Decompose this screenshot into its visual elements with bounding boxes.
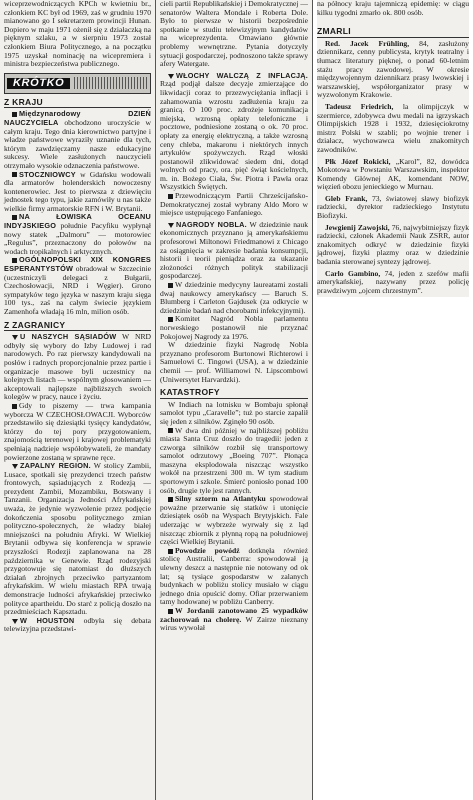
news-item: W HOUSTON odbyła się debata telewizyjna przedstawi-	[4, 615, 152, 634]
obituary-item: Płk Józef Rokicki, „Karol”, 82, dowódca Mokotowa w Powstaniu Warszawskim, inspektor Komendy Głównej AK, komendant NOW, więzień obozu jenieckiego w Murnau.	[317, 156, 469, 192]
obituary-item: Jewgienij Zawojski, 76, najwybitniejszy fizyk radziecki, członek Akademii Nauk ZSRR, autor znakomitych odkryć w dziedzinie fizyki jądrowej, fizyki plazmy oraz w dziedzinie badania sterowanej syntezy jądrowej.	[317, 222, 469, 267]
bullet-triangle-icon	[12, 619, 18, 624]
bullet-square-icon	[12, 215, 17, 220]
column-right	[313, 0, 473, 800]
column-left	[0, 0, 156, 800]
news-item: U NASZYCH SĄSIADÓW W NRD odbyły się wybory do Izby Ludowej i rad narodowych. Po raz pierwszy kandydowali na posłów i radnych proporcjonalnie przez partie i organizacje masowe byli uczestnicy na kolejnych listach — wspólnym głosowaniem — akceptowali najlepsze najbliższych swoich kolegów w pracy, nauce i życiu.	[4, 332, 151, 402]
column-middle	[156, 0, 313, 800]
bullet-triangle-icon	[12, 335, 18, 340]
bullet-square-icon	[12, 112, 17, 117]
section-heading-zmarli: ZMARLI	[317, 27, 469, 38]
section-heading-z-zagranicy: Z ZAGRANICY	[4, 321, 151, 332]
bullet-square-icon	[168, 609, 173, 614]
bullet-square-icon	[168, 497, 173, 502]
news-item: Międzynarodowy DZIEŃ NAUCZYCIELA obchodzono uroczyście w całym kraju. Tego dnia kierownictwo partyjne i władze państwowe wyraziły uznanie dla tych, którym zawdzięczamy nasze edukacyjne sukcesy. Wiele zasłużonych nauczycieli otrzymało wysokie odznaczenia państwowe.	[4, 109, 151, 170]
bullet-square-icon	[12, 172, 17, 177]
article-continuation: cieli partii Republikańskiej i Demokratycznej — senatorów Waltera Mondale i Roberta Dole. Było to pierwsze w historii bezpośrednie spotkanie w studiu telewizyjnym kandydatów na wiceprezydenta. Omawiano głównie problemy wewnętrzne. Pytania dotyczyły sytuacji gospodarczej, podnoszono także sprawy afery Watergate.	[160, 0, 308, 69]
news-item: Gdy to piszemy — trwa kampania wyborcza W CZECHOSŁOWACJI. Wyborców przedstawiło się dziesiątki tysięcy kandydatów, którzy do tej pory przygotowaniem, znajomością terenowej i krajowej problematyki spełniają nadzieje współobywateli, że mandaty powierzone zostaną w sprawne ręce.	[4, 400, 151, 462]
article-continuation: na północy kraju tajemniczą epidemię: w ciągu kilku tygodni zmarło ok. 800 osób.	[317, 0, 469, 17]
bullet-square-icon	[168, 194, 173, 199]
news-item: NA ŁOWISKA OCEANU INDYJSKIEGO południe Pacyfiku wypłynął nowy statek „Dalmoru” — motorowiec „Regulus”, przeznaczony do połowów na wodach tropikalnych i arktycznych.	[4, 212, 151, 256]
banner-stripes-decoration	[74, 77, 148, 89]
news-item: W dziedzinie fizyki Nagrodę Nobla przyznano profesorom Burtonowi Richterowi i Samuelowi C. Tingowi (USA), a w dziedzinie chemii — prof. Williamowi N. Lipscombowi (Uniwersytet Harvardzki).	[160, 340, 308, 384]
bullet-square-icon	[168, 549, 173, 554]
section-heading-z-kraju: Z KRAJU	[4, 98, 151, 109]
news-item: W Indiach na lotnisku w Bombaju spłonął samolot typu „Caravelle”; tuż po starcie zapalił się jeden z silników. Zginęło 90 osób.	[160, 399, 308, 426]
obituary-item: Gleb Frank, 73, światowej sławy biofizyk radziecki, dyrektor radzieckiego Instytutu Biofizyki.	[317, 193, 469, 221]
news-item: STOCZNIOWCY w Gdańsku wodowali dla armatorów holenderskich nowoczesny kontenerowiec. Jest to pierwsza z dziewięciu jednostek tego typu, jakie zamówiły u nas także wielkie firmy armatorskie RFN i W. Brytanii.	[4, 169, 151, 213]
news-item: Przewodniczącym Partii Chrześcijańsko-Demokratycznej został wybrany Aldo Moro w miejsce ustępującego Fanfaniego.	[160, 191, 308, 218]
bullet-square-icon	[168, 428, 173, 433]
obituary-item: Tadeusz Friedrich, la olimpijczyk w szermierce, zdobywca dwu medali na igrzyskach Olimpijskich 1928 i 1932, dziesięciokrotny mistrz Polski w szabli; po wojnie trener i działacz, wychowawca wielu znakomitych zawodników.	[317, 101, 469, 154]
section-heading-katastrofy: KATASTROFY	[160, 388, 308, 399]
obituary-item: Carlo Gambino, 74, jeden z szefów mafii amerykańskiej, nazywany przez policję prawdziwym „ojcem chrzestnym”.	[317, 268, 469, 295]
section-banner-krotko	[4, 73, 151, 94]
bullet-square-icon	[168, 317, 173, 322]
bullet-square-icon	[12, 404, 17, 409]
news-item: Powodzie powódź dotknęła również stolicę Australii, Canberra: spowodował ją ulewny deszcz a następnie nie notowany od ok lat; są tysiące gospodarstw w zalanych budynkach w pobliżu stolicy musiało w ciągu jednego dnia opuścić domy. Ofiar przerwaniem tamy hodowanej w pobliżu Canberry.	[160, 545, 308, 607]
bullet-square-icon	[168, 283, 173, 288]
news-item: Komitet Nagród Nobla parlamentu norweskiego postanowił nie przyznać Pokojowej Nagrody za 1976.	[160, 314, 308, 341]
obituary-item: Red. Jacek Frühling, 84, zasłużony dziennikarz, cenny publicysta, krytyk teatralny i tłumacz literatury pięknej, o ponad 60-letnim stażu pracy zawodowej. W okresie międzywojennym dziennikarz prasy lwowskiej i warszawskiej, współorganizator prasy w wyzwolonym Krakowie.	[317, 38, 469, 100]
news-item: W dwa dni później w najbliższej pobliżu miasta Santa Cruz doszło do tragedii: jeden z czworga silników rozbił się transportowy samolot odrzutowy „Boeing 707”. Płonąca maszyna eksplodowała niszcząc wszystko wokół na przestrzeni 300 m. W tym stadium sportowym i szkole. Śmierć poniosło ponad 100 osób, drugie tyle jest rannych.	[160, 425, 308, 495]
article-continuation: wiceprzewodniczących KPCh w kwietniu br., członkiem KC był od 1969, zaś w grudniu 1970 mianowano go I sekretarzem prowincji Hunan. Dopiero w maju 1971 ożenił się z działaczką na pięknym szlaku, a w sierpniu 1973 został członkiem Biura Politycznego, a na początku 1975 uzyskał nominację na wicepremiera i ministra bezpieczeństwa publicznego.	[4, 0, 151, 69]
news-item: ZAPALNY REGION. W stolicy Zambii, Lusace, spotkali się prezydenci trzech państw frontowych, sąsiadujących z Rodezją — prezydent Zambii, Mozambiku, Botswany i Tanzanii. Organizacja Jedności Afrykańskiej uważa, że jedynie wyzwolenie przez podjęcie dokończenia sposobu politycznego zmian polityczno-społecznych, że władzy białej mniejszości na południu Afryki. W Wielkiej Brytanii odbywa się konferencja w sprawie przyszłości Rodezji zaplanowana na 28 października w Genewie. Rząd rodezyjski przygotowuje się natomiast do dłuższych działań zbrojnych przeciwko partyzantom afrykańskim. W wielu miastach RPA trwają demonstracje ludności afrykańskiej przeciwko polityce apartheidu. Do starć z policją doszło na przedmieściach Kapsztadu.	[4, 461, 151, 617]
bullet-triangle-icon	[168, 74, 174, 79]
bullet-triangle-icon	[12, 464, 18, 469]
news-item: NAGRODY NOBLA. W dziedzinie nauk ekonomicznych przyznano ją amerykańskiemu profesorowi Miltonowi Friedmanowi z Chicago za osiągnięcia w zakresie badania konsumpcji, historii i teorii pieniądza oraz za ukazanie złożoności różnych polityk stabilizacji gospodarczej.	[160, 219, 309, 281]
news-item: OGÓLNOPOLSKI XIX KONGRES ESPERANTYSTÓW obradował w Szczecinie (uczestniczyli delegaci z Bułgarii, Czechosłowacji, NRD i Węgier). Grono sympatyków tego języka w naszym kraju sięga 100 tys., zaś na całym świecie językiem Zamenhofa władają 16 mln, milion osób.	[4, 255, 151, 316]
news-item: W Jordanii zanotowano 25 wypadków zachorowań na cholerę. W Zairze nieznany wirus wywołał	[160, 605, 308, 633]
news-item: W dziedzinie medycyny laureatami zostali dwaj naukowcy amerykańscy — Baruch S. Blumberg i Carleton Gajdusek (za odkrycie w dziedzinie badań nad chorobami infekcyjnymi).	[160, 280, 308, 315]
news-item: Silny sztorm na Atlantyku spowodował poważne przerwanie się statków i utonięcie dziesiątek osób na Wyspach Brytyjskich. Fale uderzając w wybrzeże wyrwały się z ląd niszcząc zbiornik z płynną ropą na południowej części Wielkiej Brytanii.	[160, 494, 308, 547]
column-right-content	[317, 0, 469, 297]
banner-title: KRÓTKO	[7, 78, 70, 89]
bullet-square-icon	[12, 258, 17, 263]
bullet-triangle-icon	[168, 223, 174, 228]
news-item: WŁOCHY WALCZĄ Z INFLACJĄ. Rząd podjął dalsze decyzje zmierzające do likwidacji coraz to przezwyciężania inflacji i zahamowania wzrostu zadłużenia kraju za granicą. O 100 proc. zdrożeje komunikacja miejska, wzrosną opłaty telefoniczne i pocztowe, podniesione zostaną o ok. 70 proc. opłaty za energię elektryczną, a także wzrosną ceny chleba, makaronu i niektórych innych artykułów spożywczych. Rząd włoski postanowił zlikwidować siedem dni, dotąd wolnych od pracy, ora. pięć świąt kościelnych, m. in. Bożego Ciała, Św. Piotra i Pawła oraz Wszystkich Świętych.	[160, 70, 308, 192]
